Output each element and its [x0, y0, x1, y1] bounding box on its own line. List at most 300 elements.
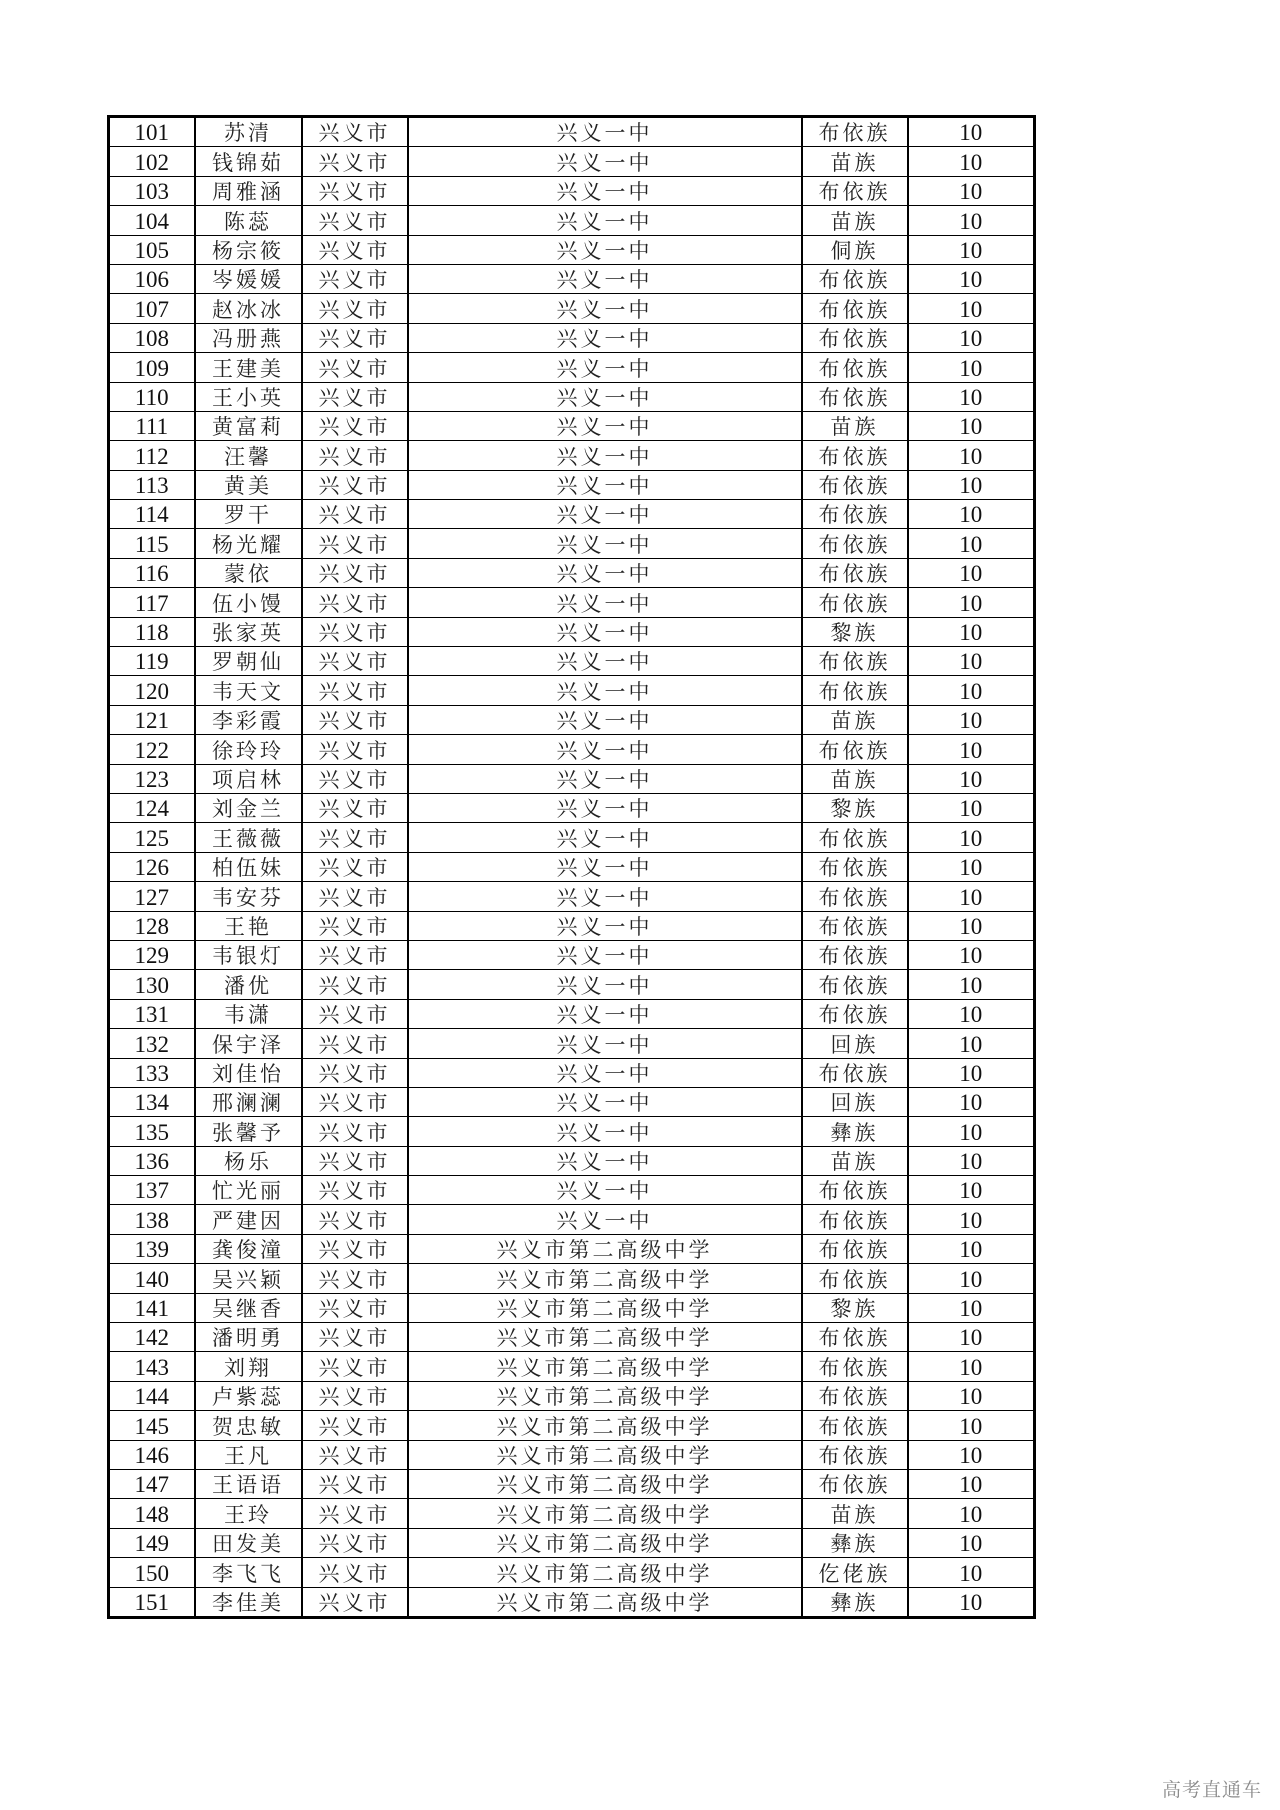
cell-score: 10 [908, 1381, 1035, 1410]
cell-score: 10 [908, 1323, 1035, 1352]
cell-number: 147 [109, 1469, 195, 1498]
cell-school: 兴义一中 [408, 411, 802, 440]
cell-city: 兴义市 [302, 705, 408, 734]
cell-ethnicity: 布依族 [802, 1440, 908, 1469]
cell-city: 兴义市 [302, 1381, 408, 1410]
table-row [109, 382, 1035, 411]
cell-number: 141 [109, 1293, 195, 1322]
cell-number: 137 [109, 1176, 195, 1205]
cell-city: 兴义市 [302, 852, 408, 881]
cell-city: 兴义市 [302, 1352, 408, 1381]
cell-name: 王艳 [195, 911, 302, 940]
cell-score: 10 [908, 1558, 1035, 1587]
cell-name: 吴兴颖 [195, 1264, 302, 1293]
cell-ethnicity: 布依族 [802, 117, 908, 147]
cell-number: 107 [109, 294, 195, 323]
cell-school: 兴义一中 [408, 705, 802, 734]
table-row [109, 1234, 1035, 1263]
cell-name: 赵冰冰 [195, 294, 302, 323]
cell-number: 114 [109, 500, 195, 529]
cell-score: 10 [908, 970, 1035, 999]
cell-city: 兴义市 [302, 1058, 408, 1087]
cell-school: 兴义一中 [408, 940, 802, 969]
table-row [109, 823, 1035, 852]
cell-name: 保宇泽 [195, 1029, 302, 1058]
cell-score: 10 [908, 1469, 1035, 1498]
cell-score: 10 [908, 147, 1035, 176]
cell-name: 张家英 [195, 617, 302, 646]
cell-ethnicity: 苗族 [802, 1499, 908, 1528]
cell-school: 兴义市第二高级中学 [408, 1293, 802, 1322]
cell-school: 兴义一中 [408, 735, 802, 764]
cell-ethnicity: 苗族 [802, 411, 908, 440]
cell-name: 王玲 [195, 1499, 302, 1528]
cell-city: 兴义市 [302, 1117, 408, 1146]
cell-city: 兴义市 [302, 558, 408, 587]
cell-school: 兴义一中 [408, 647, 802, 676]
cell-name: 韦天文 [195, 676, 302, 705]
cell-city: 兴义市 [302, 411, 408, 440]
cell-number: 120 [109, 676, 195, 705]
cell-city: 兴义市 [302, 1176, 408, 1205]
table-row [109, 176, 1035, 205]
cell-school: 兴义一中 [408, 1205, 802, 1234]
cell-name: 罗干 [195, 500, 302, 529]
cell-score: 10 [908, 1087, 1035, 1116]
cell-city: 兴义市 [302, 676, 408, 705]
cell-ethnicity: 布依族 [802, 999, 908, 1028]
cell-score: 10 [908, 1146, 1035, 1175]
cell-ethnicity: 布依族 [802, 1234, 908, 1263]
table-row [109, 294, 1035, 323]
cell-city: 兴义市 [302, 1029, 408, 1058]
cell-ethnicity: 布依族 [802, 294, 908, 323]
cell-ethnicity: 布依族 [802, 1176, 908, 1205]
cell-ethnicity: 彝族 [802, 1528, 908, 1557]
cell-name: 潘明勇 [195, 1323, 302, 1352]
cell-name: 周雅涵 [195, 176, 302, 205]
table-row [109, 970, 1035, 999]
cell-city: 兴义市 [302, 764, 408, 793]
cell-ethnicity: 仡佬族 [802, 1558, 908, 1587]
cell-ethnicity: 布依族 [802, 1469, 908, 1498]
table-row [109, 1029, 1035, 1058]
cell-ethnicity: 布依族 [802, 558, 908, 587]
cell-name: 陈蕊 [195, 206, 302, 235]
cell-city: 兴义市 [302, 147, 408, 176]
cell-school: 兴义市第二高级中学 [408, 1381, 802, 1410]
cell-name: 王凡 [195, 1440, 302, 1469]
cell-city: 兴义市 [302, 206, 408, 235]
cell-city: 兴义市 [302, 441, 408, 470]
cell-ethnicity: 苗族 [802, 705, 908, 734]
cell-score: 10 [908, 1499, 1035, 1528]
cell-ethnicity: 布依族 [802, 529, 908, 558]
cell-name: 韦银灯 [195, 940, 302, 969]
cell-name: 王小英 [195, 382, 302, 411]
table-row [109, 940, 1035, 969]
cell-name: 刘翔 [195, 1352, 302, 1381]
cell-score: 10 [908, 617, 1035, 646]
cell-score: 10 [908, 323, 1035, 352]
cell-ethnicity: 布依族 [802, 1264, 908, 1293]
cell-score: 10 [908, 558, 1035, 587]
cell-number: 109 [109, 353, 195, 382]
cell-number: 140 [109, 1264, 195, 1293]
cell-name: 杨宗筱 [195, 235, 302, 264]
table-row [109, 1117, 1035, 1146]
cell-school: 兴义一中 [408, 323, 802, 352]
cell-city: 兴义市 [302, 1440, 408, 1469]
cell-city: 兴义市 [302, 1587, 408, 1617]
cell-school: 兴义一中 [408, 147, 802, 176]
table-row [109, 470, 1035, 499]
table-row [109, 764, 1035, 793]
cell-name: 韦潇 [195, 999, 302, 1028]
cell-school: 兴义一中 [408, 235, 802, 264]
cell-score: 10 [908, 382, 1035, 411]
cell-school: 兴义一中 [408, 1176, 802, 1205]
cell-school: 兴义一中 [408, 558, 802, 587]
cell-city: 兴义市 [302, 647, 408, 676]
cell-score: 10 [908, 294, 1035, 323]
cell-ethnicity: 布依族 [802, 911, 908, 940]
cell-ethnicity: 布依族 [802, 470, 908, 499]
cell-number: 135 [109, 1117, 195, 1146]
cell-city: 兴义市 [302, 117, 408, 147]
cell-city: 兴义市 [302, 911, 408, 940]
cell-ethnicity: 布依族 [802, 176, 908, 205]
cell-city: 兴义市 [302, 588, 408, 617]
cell-city: 兴义市 [302, 323, 408, 352]
cell-ethnicity: 布依族 [802, 382, 908, 411]
cell-number: 116 [109, 558, 195, 587]
cell-score: 10 [908, 1264, 1035, 1293]
cell-number: 142 [109, 1323, 195, 1352]
cell-name: 王薇薇 [195, 823, 302, 852]
cell-school: 兴义一中 [408, 117, 802, 147]
table-row [109, 882, 1035, 911]
cell-school: 兴义一中 [408, 1117, 802, 1146]
cell-name: 李佳美 [195, 1587, 302, 1617]
cell-school: 兴义市第二高级中学 [408, 1469, 802, 1498]
cell-name: 王建美 [195, 353, 302, 382]
cell-number: 132 [109, 1029, 195, 1058]
cell-school: 兴义一中 [408, 588, 802, 617]
cell-ethnicity: 布依族 [802, 500, 908, 529]
cell-ethnicity: 苗族 [802, 147, 908, 176]
cell-name: 冯册燕 [195, 323, 302, 352]
cell-city: 兴义市 [302, 1087, 408, 1116]
cell-ethnicity: 布依族 [802, 1352, 908, 1381]
table-row [109, 353, 1035, 382]
cell-score: 10 [908, 500, 1035, 529]
table-row [109, 705, 1035, 734]
cell-score: 10 [908, 1411, 1035, 1440]
cell-ethnicity: 布依族 [802, 970, 908, 999]
cell-score: 10 [908, 647, 1035, 676]
table-row [109, 676, 1035, 705]
cell-city: 兴义市 [302, 970, 408, 999]
cell-score: 10 [908, 1587, 1035, 1617]
cell-score: 10 [908, 764, 1035, 793]
cell-ethnicity: 侗族 [802, 235, 908, 264]
cell-school: 兴义市第二高级中学 [408, 1234, 802, 1263]
cell-score: 10 [908, 676, 1035, 705]
cell-school: 兴义一中 [408, 764, 802, 793]
cell-name: 黄富莉 [195, 411, 302, 440]
cell-school: 兴义一中 [408, 382, 802, 411]
table-row [109, 1293, 1035, 1322]
cell-ethnicity: 彝族 [802, 1117, 908, 1146]
cell-ethnicity: 布依族 [802, 676, 908, 705]
table-row [109, 793, 1035, 822]
cell-score: 10 [908, 206, 1035, 235]
cell-ethnicity: 彝族 [802, 1587, 908, 1617]
cell-school: 兴义一中 [408, 617, 802, 646]
cell-name: 杨乐 [195, 1146, 302, 1175]
cell-city: 兴义市 [302, 1499, 408, 1528]
table-row [109, 617, 1035, 646]
cell-number: 102 [109, 147, 195, 176]
cell-school: 兴义市第二高级中学 [408, 1499, 802, 1528]
cell-score: 10 [908, 1058, 1035, 1087]
cell-name: 罗朝仙 [195, 647, 302, 676]
cell-number: 118 [109, 617, 195, 646]
cell-city: 兴义市 [302, 500, 408, 529]
table-row [109, 999, 1035, 1028]
cell-number: 119 [109, 647, 195, 676]
table-row [109, 323, 1035, 352]
cell-name: 岑媛媛 [195, 264, 302, 293]
cell-city: 兴义市 [302, 999, 408, 1028]
cell-name: 田发美 [195, 1528, 302, 1557]
cell-name: 吴继香 [195, 1293, 302, 1322]
cell-school: 兴义一中 [408, 470, 802, 499]
table-row [109, 235, 1035, 264]
cell-city: 兴义市 [302, 294, 408, 323]
cell-school: 兴义市第二高级中学 [408, 1587, 802, 1617]
cell-score: 10 [908, 793, 1035, 822]
cell-school: 兴义市第二高级中学 [408, 1558, 802, 1587]
cell-number: 138 [109, 1205, 195, 1234]
cell-ethnicity: 苗族 [802, 764, 908, 793]
cell-name: 汪馨 [195, 441, 302, 470]
cell-score: 10 [908, 823, 1035, 852]
cell-city: 兴义市 [302, 940, 408, 969]
table-row [109, 911, 1035, 940]
cell-number: 125 [109, 823, 195, 852]
cell-name: 李飞飞 [195, 1558, 302, 1587]
cell-ethnicity: 苗族 [802, 206, 908, 235]
cell-school: 兴义市第二高级中学 [408, 1323, 802, 1352]
cell-name: 伍小馒 [195, 588, 302, 617]
cell-score: 10 [908, 1205, 1035, 1234]
cell-school: 兴义一中 [408, 294, 802, 323]
cell-city: 兴义市 [302, 176, 408, 205]
cell-score: 10 [908, 999, 1035, 1028]
cell-name: 严建因 [195, 1205, 302, 1234]
table-row [109, 1264, 1035, 1293]
cell-city: 兴义市 [302, 1411, 408, 1440]
table-row [109, 1587, 1035, 1617]
cell-ethnicity: 布依族 [802, 735, 908, 764]
cell-score: 10 [908, 882, 1035, 911]
cell-name: 邢澜澜 [195, 1087, 302, 1116]
cell-city: 兴义市 [302, 1146, 408, 1175]
table-row [109, 1323, 1035, 1352]
cell-number: 105 [109, 235, 195, 264]
cell-number: 117 [109, 588, 195, 617]
cell-number: 129 [109, 940, 195, 969]
cell-city: 兴义市 [302, 353, 408, 382]
cell-ethnicity: 布依族 [802, 852, 908, 881]
cell-number: 121 [109, 705, 195, 734]
cell-ethnicity: 布依族 [802, 940, 908, 969]
table-row [109, 441, 1035, 470]
cell-ethnicity: 布依族 [802, 323, 908, 352]
cell-score: 10 [908, 1528, 1035, 1557]
cell-number: 146 [109, 1440, 195, 1469]
cell-number: 110 [109, 382, 195, 411]
cell-ethnicity: 黎族 [802, 617, 908, 646]
cell-city: 兴义市 [302, 235, 408, 264]
cell-score: 10 [908, 911, 1035, 940]
cell-number: 103 [109, 176, 195, 205]
table-row [109, 558, 1035, 587]
cell-school: 兴义市第二高级中学 [408, 1411, 802, 1440]
cell-name: 黄美 [195, 470, 302, 499]
table-row [109, 735, 1035, 764]
cell-city: 兴义市 [302, 470, 408, 499]
cell-number: 139 [109, 1234, 195, 1263]
cell-score: 10 [908, 411, 1035, 440]
cell-city: 兴义市 [302, 1558, 408, 1587]
cell-score: 10 [908, 1293, 1035, 1322]
cell-ethnicity: 布依族 [802, 647, 908, 676]
cell-score: 10 [908, 705, 1035, 734]
cell-school: 兴义市第二高级中学 [408, 1440, 802, 1469]
cell-ethnicity: 布依族 [802, 882, 908, 911]
cell-city: 兴义市 [302, 1264, 408, 1293]
cell-ethnicity: 布依族 [802, 1058, 908, 1087]
cell-name: 贺忠敏 [195, 1411, 302, 1440]
table-row [109, 411, 1035, 440]
cell-score: 10 [908, 1176, 1035, 1205]
cell-school: 兴义一中 [408, 353, 802, 382]
cell-number: 106 [109, 264, 195, 293]
watermark-text: 高考直通车 [1161, 1779, 1262, 1801]
cell-city: 兴义市 [302, 735, 408, 764]
cell-school: 兴义一中 [408, 529, 802, 558]
roster-table [107, 115, 1036, 1619]
cell-score: 10 [908, 940, 1035, 969]
cell-school: 兴义一中 [408, 206, 802, 235]
cell-name: 杨光耀 [195, 529, 302, 558]
cell-number: 145 [109, 1411, 195, 1440]
cell-name: 卢紫蕊 [195, 1381, 302, 1410]
cell-ethnicity: 苗族 [802, 1146, 908, 1175]
table-row [109, 1087, 1035, 1116]
cell-school: 兴义市第二高级中学 [408, 1352, 802, 1381]
cell-score: 10 [908, 470, 1035, 499]
table-row [109, 147, 1035, 176]
cell-score: 10 [908, 588, 1035, 617]
cell-number: 127 [109, 882, 195, 911]
cell-ethnicity: 黎族 [802, 1293, 908, 1322]
table-row [109, 588, 1035, 617]
cell-score: 10 [908, 353, 1035, 382]
cell-number: 134 [109, 1087, 195, 1116]
cell-ethnicity: 布依族 [802, 264, 908, 293]
table-row [109, 647, 1035, 676]
cell-name: 蒙依 [195, 558, 302, 587]
cell-school: 兴义一中 [408, 441, 802, 470]
cell-ethnicity: 回族 [802, 1029, 908, 1058]
table-row [109, 1558, 1035, 1587]
cell-number: 101 [109, 117, 195, 147]
table-row [109, 1146, 1035, 1175]
cell-city: 兴义市 [302, 1293, 408, 1322]
cell-city: 兴义市 [302, 617, 408, 646]
cell-number: 136 [109, 1146, 195, 1175]
cell-school: 兴义一中 [408, 999, 802, 1028]
cell-name: 韦安芬 [195, 882, 302, 911]
cell-school: 兴义一中 [408, 1087, 802, 1116]
cell-name: 钱锦茹 [195, 147, 302, 176]
cell-name: 徐玲玲 [195, 735, 302, 764]
cell-number: 128 [109, 911, 195, 940]
table-row [109, 1205, 1035, 1234]
table-row [109, 1499, 1035, 1528]
cell-school: 兴义一中 [408, 970, 802, 999]
cell-score: 10 [908, 441, 1035, 470]
cell-city: 兴义市 [302, 1469, 408, 1498]
cell-name: 张馨予 [195, 1117, 302, 1146]
cell-score: 10 [908, 235, 1035, 264]
table-row [109, 1058, 1035, 1087]
cell-number: 115 [109, 529, 195, 558]
cell-school: 兴义一中 [408, 793, 802, 822]
cell-name: 项启林 [195, 764, 302, 793]
cell-city: 兴义市 [302, 382, 408, 411]
cell-school: 兴义一中 [408, 882, 802, 911]
cell-score: 10 [908, 852, 1035, 881]
table-row [109, 1381, 1035, 1410]
cell-number: 148 [109, 1499, 195, 1528]
table-row [109, 1411, 1035, 1440]
cell-ethnicity: 布依族 [802, 1205, 908, 1234]
cell-name: 刘佳怡 [195, 1058, 302, 1087]
cell-number: 122 [109, 735, 195, 764]
cell-score: 10 [908, 176, 1035, 205]
cell-name: 刘金兰 [195, 793, 302, 822]
cell-city: 兴义市 [302, 1234, 408, 1263]
cell-number: 144 [109, 1381, 195, 1410]
cell-score: 10 [908, 529, 1035, 558]
cell-name: 潘优 [195, 970, 302, 999]
cell-number: 111 [109, 411, 195, 440]
table-row [109, 117, 1035, 147]
cell-number: 113 [109, 470, 195, 499]
cell-ethnicity: 回族 [802, 1087, 908, 1116]
cell-score: 10 [908, 1234, 1035, 1263]
cell-city: 兴义市 [302, 793, 408, 822]
cell-number: 130 [109, 970, 195, 999]
cell-name: 龚俊潼 [195, 1234, 302, 1263]
cell-school: 兴义一中 [408, 676, 802, 705]
cell-number: 112 [109, 441, 195, 470]
